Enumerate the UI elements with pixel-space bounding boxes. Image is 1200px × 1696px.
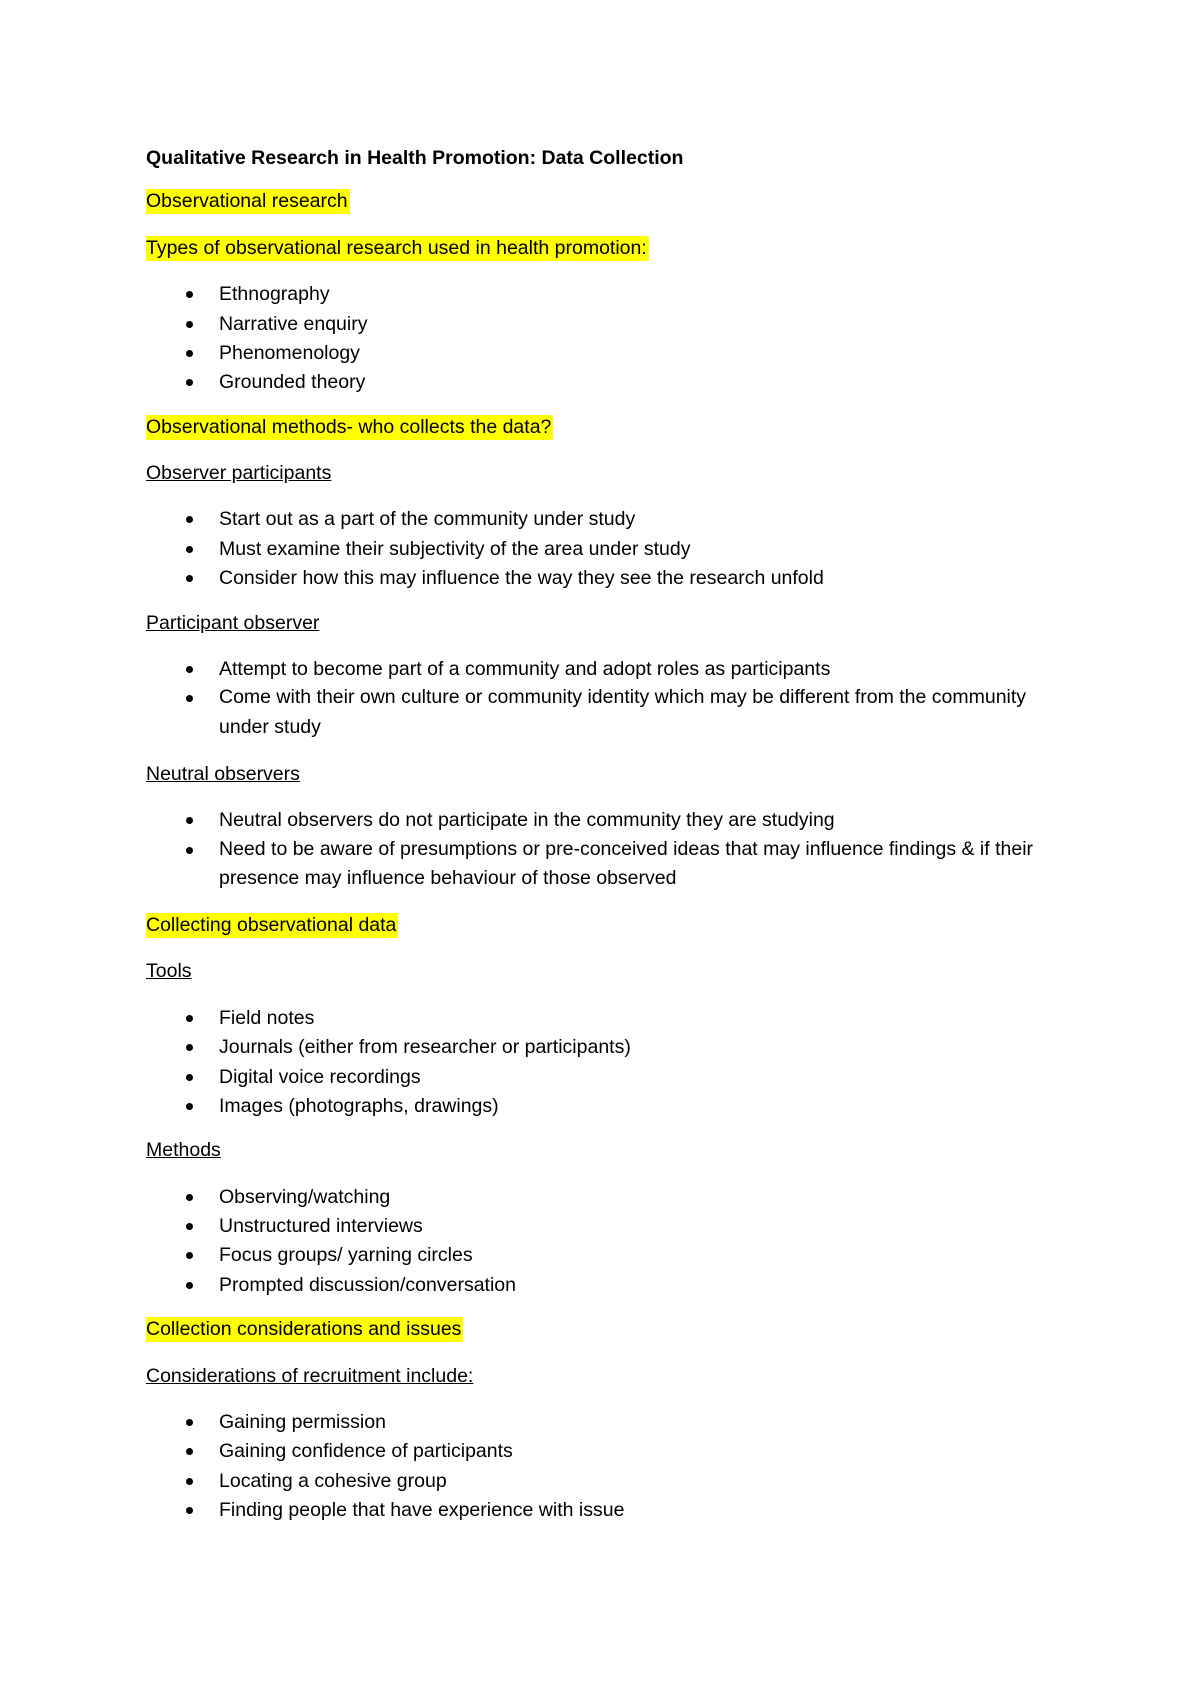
bullet-icon <box>186 847 193 854</box>
bullet-icon <box>186 516 193 523</box>
bullet-icon <box>186 1103 193 1110</box>
bullet-icon <box>186 817 193 824</box>
bullet-icon <box>186 291 193 298</box>
bullet-icon <box>186 1282 193 1289</box>
subheading-recruitment: Considerations of recruitment include: <box>146 1364 474 1387</box>
highlighted-heading: Collection considerations and issues <box>146 1318 462 1341</box>
list-item: Digital voice recordings <box>146 1065 1076 1089</box>
bullet-icon <box>186 1478 193 1485</box>
list-item: Finding people that have experience with issue <box>146 1498 1076 1522</box>
bullet-icon <box>186 666 193 673</box>
list-item: Grounded theory <box>146 370 1076 394</box>
bullet-icon <box>186 575 193 582</box>
bullet-icon <box>186 1507 193 1514</box>
bullet-icon <box>186 1044 193 1051</box>
list-item: Gaining confidence of participants <box>146 1439 1076 1463</box>
list-item: Journals (either from researcher or participants) <box>146 1035 1076 1059</box>
subheading-observer-participants: Observer participants <box>146 462 332 484</box>
bullet-icon <box>186 1223 193 1230</box>
section-heading-types <box>146 236 1076 260</box>
list-item: Gaining permission <box>146 1410 1076 1434</box>
bullet-icon <box>186 1419 193 1426</box>
list-item: Narrative enquiry <box>146 312 1076 336</box>
list-item: Images (photographs, drawings) <box>146 1094 1076 1118</box>
highlighted-heading: Observational methods- who collects the data? <box>146 415 552 438</box>
list-item: Observing/watching <box>146 1185 1076 1209</box>
section-heading-observational-methods <box>146 415 1076 439</box>
list-item: Prompted discussion/conversation <box>146 1273 1076 1297</box>
tools-list <box>146 1006 1076 1119</box>
section-heading-considerations <box>146 1317 1076 1341</box>
observer-participants-list <box>146 507 1076 590</box>
bullet-icon <box>186 1448 193 1455</box>
bullet-icon <box>186 1074 193 1081</box>
list-item: Consider how this may influence the way they see the research unfold <box>146 566 1076 590</box>
document-title: Qualitative Research in Health Promotion: Data Collection <box>146 147 684 169</box>
list-item: Locating a cohesive group <box>146 1469 1076 1493</box>
highlighted-heading: Types of observational research used in health promotion: <box>146 236 647 259</box>
bullet-icon <box>186 695 193 702</box>
bullet-icon <box>186 1194 193 1201</box>
list-item: Must examine their subjectivity of the area under study <box>146 537 1076 561</box>
section-heading-collecting-data <box>146 913 1076 937</box>
bullet-icon <box>186 350 193 357</box>
list-item: Field notes <box>146 1006 1076 1030</box>
list-item: Phenomenology <box>146 341 1076 365</box>
list-item: Unstructured interviews <box>146 1214 1076 1238</box>
types-list <box>146 282 1076 395</box>
highlighted-heading: Observational research <box>146 190 348 213</box>
neutral-observers-list <box>146 808 1076 893</box>
bullet-icon <box>186 321 193 328</box>
document-body <box>146 146 1076 1542</box>
subheading-participant-observer: Participant observer <box>146 611 320 634</box>
highlighted-heading: Collecting observational data <box>146 914 397 936</box>
methods-list <box>146 1185 1076 1298</box>
participant-observer-list <box>146 657 1076 742</box>
list-item: Come with their own culture or community identity which may be different from the community under study <box>146 683 1076 742</box>
list-item: Attempt to become part of a community and adopt roles as participants <box>146 657 1076 681</box>
subheading-methods: Methods <box>146 1139 221 1162</box>
recruitment-list <box>146 1410 1076 1523</box>
bullet-icon <box>186 546 193 553</box>
list-item: Neutral observers do not participate in the community they are studying <box>146 808 1076 832</box>
subheading-tools: Tools <box>146 960 192 983</box>
list-item: Focus groups/ yarning circles <box>146 1243 1076 1267</box>
list-item: Start out as a part of the community under study <box>146 507 1076 531</box>
list-item: Ethnography <box>146 282 1076 306</box>
subheading-neutral-observers: Neutral observers <box>146 762 300 785</box>
bullet-icon <box>186 1015 193 1022</box>
list-item: Need to be aware of presumptions or pre-conceived ideas that may influence findings & if their presence may influence behaviour of those observed <box>146 835 1076 894</box>
bullet-icon <box>186 379 193 386</box>
bullet-icon <box>186 1252 193 1259</box>
section-heading-observational-research <box>146 189 1076 213</box>
